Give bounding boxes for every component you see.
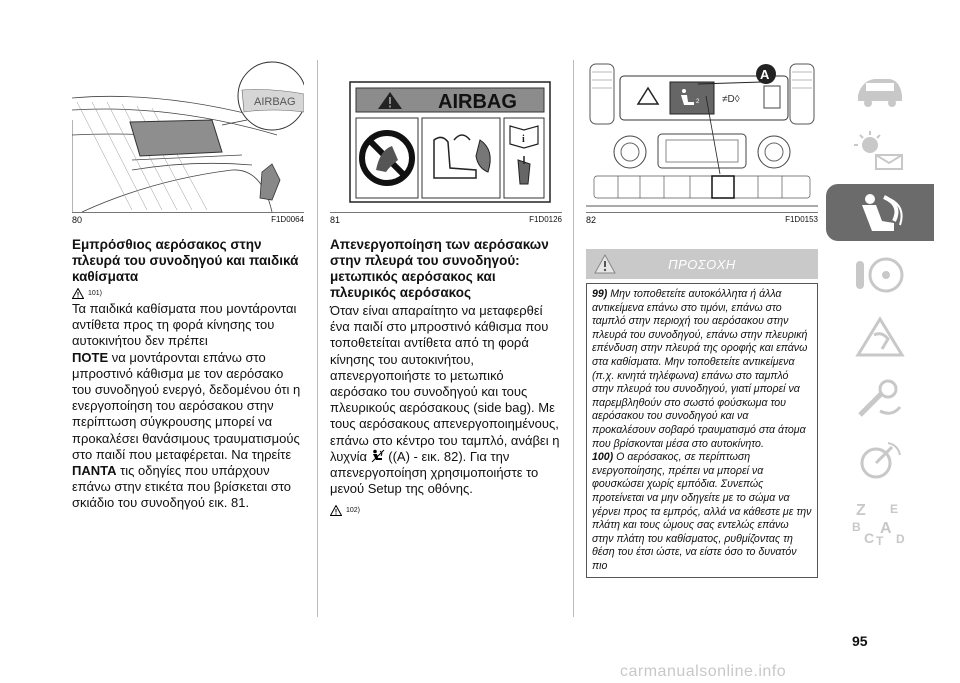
start-driving-icon	[852, 253, 908, 297]
svg-text:≠D◊: ≠D◊	[722, 94, 740, 105]
figure-81	[330, 60, 562, 213]
airbag-off-indicator-icon	[371, 449, 385, 463]
warning-reference	[330, 505, 562, 516]
index-letter: C	[864, 529, 875, 546]
emergency-icon	[852, 315, 908, 359]
index-letter: D	[896, 531, 905, 546]
warning-triangle-icon	[72, 288, 84, 299]
callout-a-label: A	[760, 67, 770, 82]
section-heading: Εμπρόσθιος αερόσακος στην πλευρά του συνοδηγού και παιδικά καθίσματα	[72, 237, 299, 284]
caution-note-99	[592, 288, 812, 451]
svg-text:i: i	[522, 134, 525, 145]
caution-note-100	[592, 451, 812, 573]
caution-title: ΠΡΟΣΟΧΗ	[668, 257, 736, 272]
tab-starting-driving[interactable]	[826, 246, 934, 303]
figure-80-caption	[72, 213, 304, 227]
figure-number: 81	[330, 215, 341, 225]
multimedia-icon	[852, 439, 908, 483]
body-paragraph	[330, 303, 562, 497]
section-heading: Απενεργοποίηση των αερόσακων στην πλευρά του συνοδηγού: μετωπικός αερόσακος και πλευρικός αερόσακος	[330, 237, 549, 300]
watermark: carmanualsonline.info	[620, 663, 787, 680]
maintenance-icon	[852, 377, 908, 421]
warning-reference	[72, 288, 304, 299]
figure-81-caption	[330, 213, 562, 227]
airbag-warning-label-illustration	[330, 60, 562, 212]
caution-header	[586, 249, 818, 279]
body-text: να μοντάρονται επάνω στο μπροστινό κάθισμα με τον αερόσακο του συνοδηγού ενεργό, δεδομένου ότι η ενεργοποίηση του αερόσακου στην περίπτωση σύγκρουσης μπορεί να προκαλέσει θανάσιμους τραυματισμούς στο παιδί που μεταφέρεται. Να τηρείτε	[72, 349, 301, 462]
svg-text:2: 2	[696, 99, 700, 105]
index-letter: B	[852, 519, 861, 534]
note-text: Μην τοποθετείτε αυτοκόλλητα ή άλλα αντικείμενα επάνω στο τιμόνι, επάνω στο ταμπλό στην περιοχή του αερόσακου στην πλευρά του συνοδηγού, επάνω στην πλευρική επένδυση στην πλευρά της οροφής και επάνω στα καθίσματα. Μην τοποθετείτε αντικείμενα (π.χ. κινητά τηλέφωνα) επάνω στο ταμπλό στην πλευρά του συνοδηγού, γιατί μπορεί να παρεμβληθούν στο σωστό φούσκωμα του αερόσακου του συνοδηγού και να προκαλέσουν σοβαρό τραυματισμό στα άτομα που βρίσκονται μέσα στο αυτοκίνητο.	[592, 288, 808, 450]
page-number: 95	[852, 633, 868, 649]
figure-number: 82	[586, 215, 597, 225]
emphasis-always: ΠΑΝΤΑ	[72, 463, 117, 479]
warning-triangle-icon	[330, 505, 342, 516]
tab-safety[interactable]	[826, 184, 934, 241]
column-3	[586, 60, 818, 578]
index-letter: Z	[856, 501, 866, 519]
figure-82-caption	[586, 213, 818, 227]
dashboard-airbag-illustration	[72, 60, 304, 212]
warning-ref-number: 101)	[88, 290, 103, 297]
caution-notes	[586, 283, 818, 578]
warning-ref-number: 102)	[346, 507, 361, 515]
warning-lights-icon	[852, 129, 908, 173]
figure-code: F1D0064	[271, 215, 304, 224]
tab-maintenance[interactable]	[826, 370, 934, 427]
note-number: 99)	[592, 288, 608, 300]
airbag-callout-label: AIRBAG	[254, 96, 296, 108]
tab-multimedia[interactable]	[826, 432, 934, 489]
center-console-illustration	[586, 60, 818, 212]
tab-index[interactable]	[826, 494, 934, 551]
body-text: τις οδηγίες που υπάρχουν επάνω στην ετικέτα που βρίσκεται στο σκιάδιο του συνοδηγού εικ. 81.	[72, 463, 292, 511]
figure-number: 80	[72, 215, 83, 225]
car-dashboard-icon	[852, 69, 908, 109]
tab-warning-lights[interactable]	[826, 122, 934, 179]
body-paragraph	[72, 301, 304, 512]
index-letter: E	[890, 501, 899, 516]
note-text: Ο αερόσακος, σε περίπτωση ενεργοποίησης, πρέπει να μπορεί να φουσκώσει χωρίς εμπόδια. Συνεπώς προτείνεται να μην οδηγείτε με το σώμα να γέρνει προς τα εμπρός, αλλά να κάθεστε με την πλάτη και τους ώμους σας εντελώς επάνω στην πλάτη του καθίσματος, ρυθμίζοντας τη θέση του έτσι ώστε, να είστε όσο το δυνατόν πιο	[592, 451, 812, 572]
figure-82	[586, 60, 818, 213]
body-text: Όταν είναι απαραίτητο να μεταφερθεί ένα παιδί στο μπροστινό κάθισμα που τοποθετείται αντίθετα από τη φορά κίνησης του αυτοκινήτου, απενεργοποιήστε το μετωπικό αερόσακο του συνοδηγού και τους πλευρικούς αερόσακους (side bag). Με τους αερόσακους απενεργοποιημένους, επάνω στο κέντρο του ταμπλό, ανάβει η λυχνία	[330, 303, 560, 464]
body-text: ((A) - εικ. 82). Για την απενεργοποίηση χρησιμοποιήστε το μενού Setup της οθόνης.	[330, 448, 539, 497]
airbag-seat-icon	[850, 191, 910, 235]
figure-code: F1D0126	[529, 215, 562, 224]
tab-vehicle-overview[interactable]	[826, 60, 934, 117]
tab-emergency[interactable]	[826, 308, 934, 365]
index-icon	[850, 499, 910, 547]
label-title: AIRBAG	[438, 91, 517, 113]
index-letter: T	[876, 533, 884, 547]
column-divider	[573, 60, 574, 617]
figure-code: F1D0153	[785, 215, 818, 224]
index-letter: A	[880, 519, 892, 537]
emphasis-never: ΠΟΤΕ	[72, 349, 109, 365]
column-1	[72, 60, 304, 512]
column-divider	[317, 60, 318, 617]
figure-80	[72, 60, 304, 213]
chapter-sidebar	[826, 60, 934, 556]
column-2	[330, 60, 562, 518]
body-text: Τα παιδικά καθίσματα που μοντάρονται αντίθετα προς τη φορά κίνησης του αυτοκινήτου δεν πρέπει	[72, 301, 297, 349]
note-number: 100)	[592, 451, 614, 464]
